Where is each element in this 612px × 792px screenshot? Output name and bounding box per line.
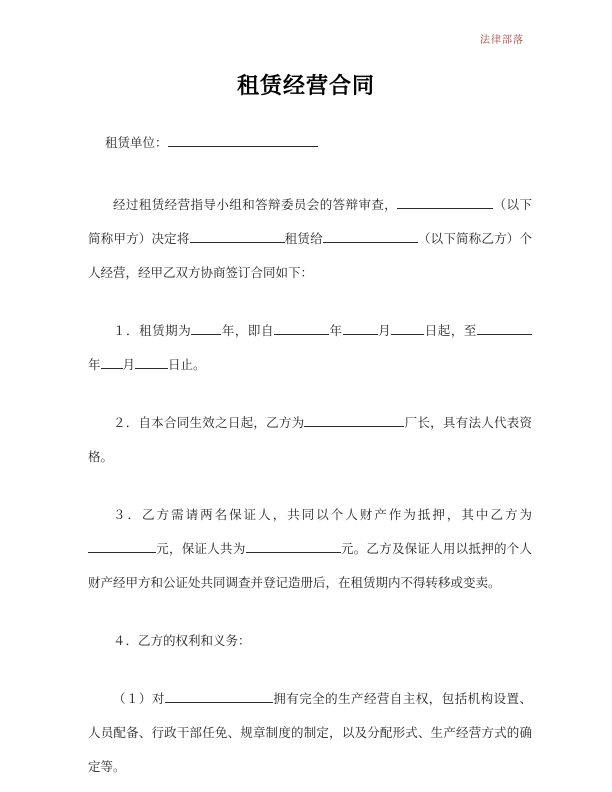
clause-text: ３．乙方需请两名保证人，共同以个人财产作为抵押，其中乙方为 (113, 508, 532, 522)
clause-text: 日起，至 (424, 324, 477, 338)
contract-paragraphs (88, 126, 532, 784)
clause-text: 元。乙方及保证人用以抵押的个人财产经甲方和公证处共同调查并登记造册后，在租赁期内不得转移或变卖。 (88, 542, 532, 590)
clause-text: 年，即自 (221, 324, 275, 338)
fill-in-blank[interactable] (477, 321, 532, 335)
contract-body (88, 126, 532, 784)
clause-text: 租赁单位： (105, 136, 168, 150)
page-title: 租赁经营合同 (236, 73, 375, 98)
clause-text: 月 (122, 358, 136, 372)
clause-text: 经过租赁经营指导小组和答辩委员会的答辩审查， (113, 198, 398, 212)
fill-in-blank[interactable] (190, 229, 285, 243)
clause-text: （以下简称甲方）决定将 (88, 198, 532, 246)
clause-text: 元，保证人共为 (156, 542, 246, 556)
fill-in-blank[interactable] (246, 539, 341, 553)
fill-in-blank[interactable] (304, 413, 404, 427)
preamble-paragraph (88, 188, 532, 290)
clause-4-rights-heading (88, 624, 532, 658)
clause-1-lease-term (88, 314, 532, 382)
clause-text: ４．乙方的权利和义务： (113, 634, 251, 648)
clause-text: 租赁给 (284, 232, 323, 246)
fill-in-blank[interactable] (101, 355, 123, 369)
fill-in-blank[interactable] (397, 195, 493, 209)
clause-text: （１）对 (113, 692, 165, 706)
clause-text: 厂长，具有法人代表资格。 (88, 416, 532, 464)
fill-in-blank[interactable] (343, 321, 378, 335)
clause-4-item-1 (88, 682, 532, 784)
clause-text: 拥有完全的生产经营自主权，包括机构设置、人员配备、行政干部任免、规章制度的制定，以及分配形式、生产经营方式的确定等。 (88, 692, 532, 774)
clause-3-guarantors (88, 498, 532, 600)
clause-text: （以下简称乙方）个人经营，经甲乙双方协商签订合同如下： (88, 232, 532, 280)
fill-in-blank[interactable] (191, 321, 221, 335)
fill-in-blank[interactable] (168, 133, 318, 147)
lessor-unit-line (88, 126, 532, 160)
fill-in-blank[interactable] (323, 229, 418, 243)
fill-in-blank[interactable] (135, 355, 168, 369)
brand-watermark: 法律部落 (480, 35, 524, 46)
fill-in-blank[interactable] (88, 539, 156, 553)
fill-in-blank[interactable] (165, 689, 273, 703)
clause-text: 年 (88, 358, 101, 372)
clause-text: 月 (377, 324, 392, 338)
clause-text: １．租赁期为 (113, 324, 192, 338)
clause-text: ２．自本合同生效之日起，乙方为 (113, 416, 305, 430)
fill-in-blank[interactable] (274, 321, 329, 335)
fill-in-blank[interactable] (391, 321, 424, 335)
clause-2-legal-representative (88, 406, 532, 474)
clause-text: 日止。 (168, 358, 206, 372)
clause-text: 年 (329, 324, 343, 338)
